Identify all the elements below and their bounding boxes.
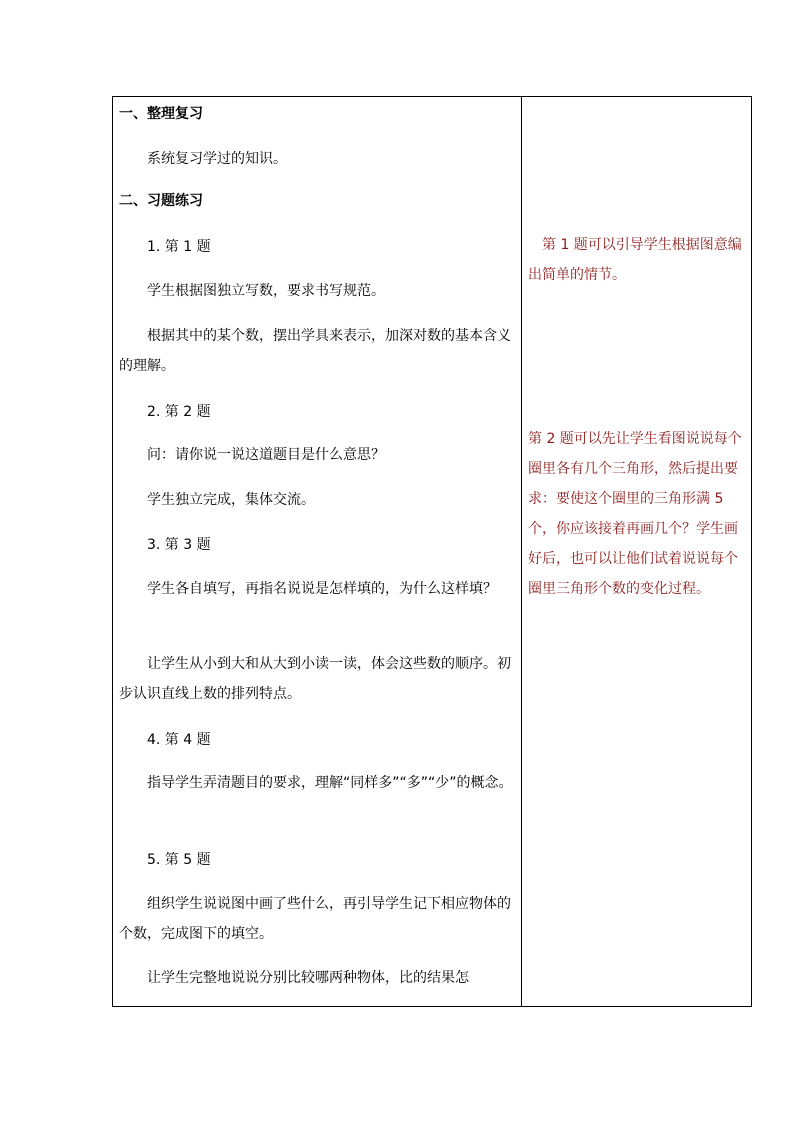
question-5-label: 5. 第 5 题 <box>147 852 211 868</box>
question-3-label: 3. 第 3 题 <box>147 537 211 553</box>
section-heading-exercises: 二、习题练习 <box>119 193 203 209</box>
question-4-paragraph-1: 指导学生弄清题目的要求，理解“同样多”“多”“少”的概念。 <box>147 775 513 791</box>
question-3-paragraph-2: 让学生从小到大和从大到小读一读，体会这些数的顺序。初步认识直线上数的排列特点。 <box>119 656 511 702</box>
note-question-2: 第 2 题可以先让学生看图说说每个圈里各有几个三角形，然后提出要求：要使这个圈里的三角形满 5 个，你应该接着再画几个？学生画好后，也可以让他们试着说说每个圈里三角形个数的变化过程。 <box>528 431 742 597</box>
question-2-label: 2. 第 2 题 <box>147 404 211 420</box>
lesson-table <box>112 96 752 1007</box>
question-2-paragraph-1: 问：请你说一说这道题目是什么意思？ <box>147 447 385 463</box>
section-heading-review: 一、整理复习 <box>119 106 203 122</box>
question-3-paragraph-1: 学生各自填写，再指名说说是怎样填的，为什么这样填？ <box>147 581 497 597</box>
question-5-paragraph-2: 让学生完整地说说分别比较哪两种物体，比的结果怎 <box>147 970 469 986</box>
question-5-paragraph-1: 组织学生说说图中画了些什么，再引导学生记下相应物体的个数，完成图下的填空。 <box>119 896 511 942</box>
question-1-paragraph-2: 根据其中的某个数，摆出学具来表示，加深对数的基本含义的理解。 <box>119 328 511 374</box>
question-1-label: 1. 第 1 题 <box>147 239 211 255</box>
teaching-process-column <box>113 97 521 1006</box>
note-question-1: 第 1 题可以引导学生根据图意编出简单的情节。 <box>528 237 742 283</box>
design-notes-column <box>522 97 751 1006</box>
question-2-paragraph-2: 学生独立完成，集体交流。 <box>147 492 315 508</box>
section-review-text: 系统复习学过的知识。 <box>147 151 287 167</box>
question-4-label: 4. 第 4 题 <box>147 732 211 748</box>
question-1-paragraph-1: 学生根据图独立写数，要求书写规范。 <box>147 283 385 299</box>
